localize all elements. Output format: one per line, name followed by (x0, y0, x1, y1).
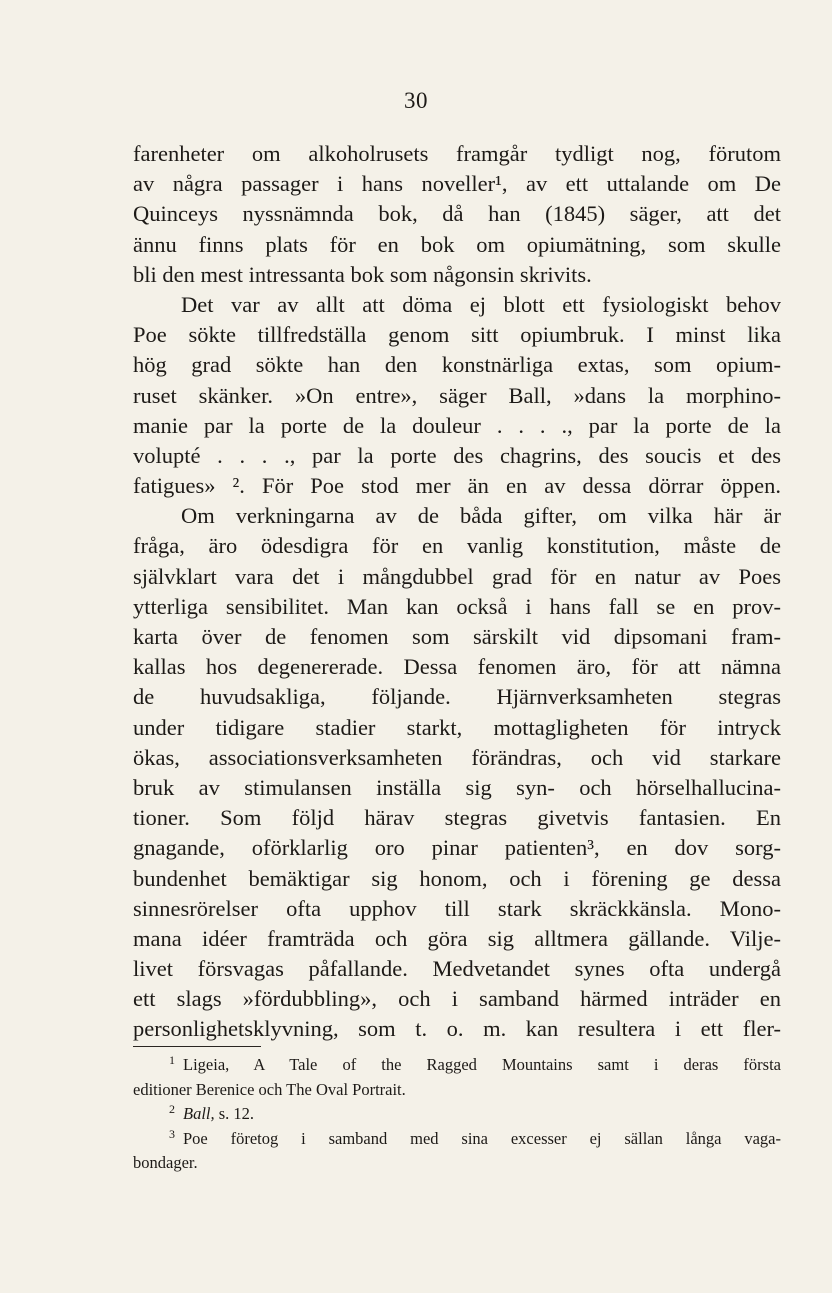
text-line: ytterliga sensibilitet. Man kan också i hans fall se en prov- (133, 593, 781, 619)
text-line: Quinceys nyssnämnda bok, då han (1845) säger, att det (133, 201, 781, 227)
text-line: personlighetsklyvning, som t. o. m. kan resultera i ett fler- (133, 1016, 781, 1042)
footnote-2-text: s. 12. (214, 1104, 255, 1123)
footnote-3-mark: 3 (169, 1126, 175, 1141)
text-line: självklart vara det i mångdubbel grad för en natur av Poes (133, 563, 781, 589)
footnote-3 (133, 1127, 781, 1152)
footnote-2-mark: 2 (169, 1102, 175, 1116)
text-line: livet försvagas påfallande. Medvetandet synes ofta undergå (133, 956, 781, 982)
footnotes (133, 1053, 781, 1176)
text-line: under tidigare stadier starkt, mottagligheten för intryck (133, 714, 781, 740)
text-line: manie par la porte de la douleur . . . ., par la porte de la (133, 412, 781, 438)
footnote-3-text: Poe företog i samband med sina excesser ej sällan långa vaga- (183, 1128, 781, 1148)
text-line: fråga, äro ödesdigra för en vanlig konstitution, måste de (133, 533, 781, 559)
text-line: Poe sökte tillfredställa genom sitt opiumbruk. I minst lika (133, 322, 781, 348)
text-line: karta över de fenomen som särskilt vid dipsomani fram- (133, 624, 781, 649)
text-line: gnagande, oförklarlig oro pinar patienten³, en dov sorg- (133, 835, 781, 861)
text-line: hög grad sökte han den konstnärliga extas, som opium- (133, 352, 781, 378)
text-line: bli den mest intressanta bok som någonsin skrivits. (133, 261, 592, 287)
text-line: bundenhet bemäktigar sig honom, och i förening ge dessa (133, 865, 781, 891)
text-line: mana idéer framträda och göra sig alltmera gällande. Vilje- (133, 925, 781, 951)
text-line: ökas, associationsverksamheten förändras, och vid starkare (133, 744, 781, 770)
text-line: sinnesrörelser ofta upphov till stark skräckkänsla. Mono- (133, 895, 781, 921)
text-line: de huvudsakliga, följande. Hjärnverksamheten stegras (133, 684, 781, 710)
footnote-1 (133, 1053, 781, 1078)
text-line: volupté . . . ., par la porte des chagrins, des soucis et des (133, 442, 781, 468)
footnote-2-author: Ball, (183, 1104, 215, 1123)
text-line: tioner. Som följd härav stegras givetvis fantasien. En (133, 805, 781, 831)
text-line: av några passager i hans noveller¹, av ett uttalande om De (133, 171, 781, 197)
footnote-3-continued: bondager. (133, 1153, 198, 1172)
text-line: ett slags »fördubbling», och i samband härmed inträder en (133, 986, 781, 1012)
footnote-2 (133, 1102, 781, 1127)
text-line: bruk av stimulansen inställa sig syn- och hörselhallucina- (133, 774, 781, 800)
footnote-1-mark: 1 (169, 1053, 175, 1067)
footnote-divider (133, 1046, 261, 1047)
text-line: Det var av allt att döma ej blott ett fysiologiskt behov (181, 291, 781, 317)
text-line: ännu finns plats för en bok om opiumätning, som skulle (133, 231, 781, 257)
text-line: fatigues» ². För Poe stod mer än en av dessa dörrar öppen. (133, 473, 781, 499)
text-line: ruset skänker. »On entre», säger Ball, »dans la morphino- (133, 382, 781, 408)
text-line: farenheter om alkoholrusets framgår tydligt nog, förutom (133, 141, 781, 166)
text-line: kallas hos degenererade. Dessa fenomen äro, för att nämna (133, 654, 781, 680)
footnote-1-continued: editioner Berenice och The Oval Portrait. (133, 1079, 406, 1099)
page-number: 30 (404, 88, 428, 113)
footnote-1-text: Ligeia, A Tale of the Ragged Mountains samt i deras första (183, 1055, 781, 1074)
text-line: Om verkningarna av de båda gifter, om vilka här är (181, 503, 781, 529)
body-text (133, 139, 781, 1045)
